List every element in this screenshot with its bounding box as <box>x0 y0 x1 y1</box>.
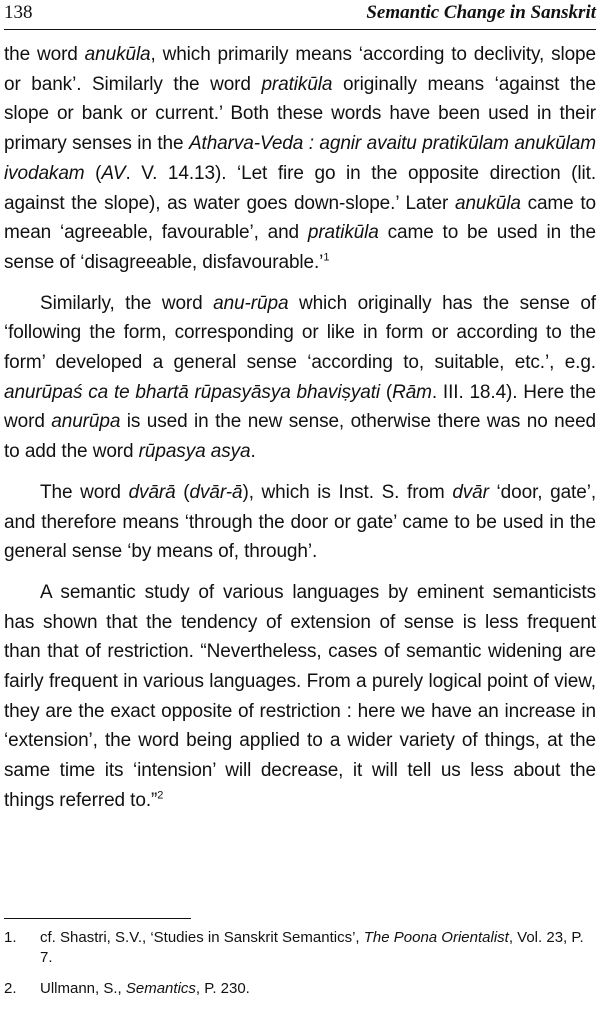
footnote-number: 2. <box>4 980 17 997</box>
italic-term: anurūpa <box>51 411 121 433</box>
header-rule <box>4 29 596 30</box>
footnote-rule <box>4 918 191 919</box>
italic-term: dvārā <box>128 481 176 503</box>
footnote-2 <box>4 979 596 999</box>
text-run: is used in the new sense, otherwise there was no need to add the word <box>4 411 596 463</box>
text-run: came to mean ‘agreeable, favourable’, and <box>4 192 596 244</box>
paragraph-1 <box>4 40 596 278</box>
text-run: ( <box>380 381 393 403</box>
text-run: ( <box>175 481 190 503</box>
text-run: A semantic study of various languages by eminent semanticists has shown that the tendency of extension of sense is less frequent than that of restriction. “Nevertheless, cases of semantic widening are fairly frequent in various languages. From a purely logical point of view, they are the exact opposite of restriction : here we have an increase in ‘extension’, the word being applied to a wider variety of things, at the same time its ‘intension’ will decrease, it will tell us less about the things referred to.” <box>4 581 596 811</box>
page-number: 138 <box>4 2 33 23</box>
footnote-number: 1. <box>4 929 17 946</box>
italic-citation: Rām <box>392 381 432 403</box>
text-run: came to be used in the sense of ‘disagreeable, disfavourable.’ <box>4 222 596 273</box>
text-run: . <box>250 441 256 463</box>
italic-term: anukūla <box>84 44 151 65</box>
footnote-text: cf. Shastri, S.V., ‘Studies in Sanskrit Semantics’, <box>40 929 364 946</box>
text-run: which originally has the sense of ‘following the form, corresponding or like in form or according to the form’ developed a general sense ‘according to, suitable, etc.’, e.g. <box>4 292 596 374</box>
text-run: originally means ‘against the slope or bank or current.’ Both these words have been used in their primary senses in the <box>4 73 596 155</box>
paragraph-4 <box>4 578 596 816</box>
italic-quotation: Atharva-Veda : agnir avaitu pratikūlam anukūlam ivodakam <box>4 133 596 184</box>
text-run: ( <box>84 162 102 184</box>
text-run: Similarly, the word <box>40 292 214 314</box>
italic-term: anu-rūpa <box>213 292 289 314</box>
italic-term: dvār-ā <box>189 481 243 503</box>
footnotes <box>4 928 596 1010</box>
text-run: , which primarily means ‘according to declivity, slope or bank’. Similarly the word <box>4 44 596 95</box>
footnote-text: , P. 230. <box>195 980 250 997</box>
italic-term: anukūla <box>454 192 521 214</box>
body-text <box>4 40 596 827</box>
text-run: ‘door, gate’, and therefore means ‘through the door or gate’ came to be used in the general sense ‘by means of, through’. <box>4 481 596 563</box>
text-run: the word <box>4 44 85 65</box>
italic-term: pratikūla <box>261 73 333 95</box>
footnote-italic: Semantics <box>125 980 196 997</box>
italic-term: pratikūla <box>307 222 379 244</box>
italic-quotation: anurūpaś ca te bhartā rūpasyāsya bhaviṣyati <box>4 381 381 403</box>
text-run: . V. 14.13). ‘Let fire go in the opposite direction (lit. against the slope), as water goes down-slope.’ Later <box>4 162 596 214</box>
text-run: ), which is Inst. S. from <box>242 481 453 503</box>
running-title: Semantic Change in Sanskrit <box>366 2 596 23</box>
footnote-italic: The Poona Orientalist <box>363 929 509 946</box>
footnote-text: , Vol. 23, P. 7. <box>40 929 584 966</box>
page-header <box>4 0 596 30</box>
italic-term: dvār <box>452 481 489 503</box>
footnote-text: Ullmann, S., <box>40 980 126 997</box>
text-run: The word <box>40 481 129 503</box>
footnote-reference-1: 1 <box>323 251 330 264</box>
footnote-1 <box>4 928 596 968</box>
footnote-reference-2: 2 <box>157 789 164 802</box>
text-run: . III. 18.4). Here the word <box>4 381 596 433</box>
italic-citation: AV <box>101 162 126 184</box>
paragraph-3 <box>4 478 596 567</box>
paragraph-2 <box>4 289 596 467</box>
italic-term: rūpasya asya <box>138 441 251 463</box>
